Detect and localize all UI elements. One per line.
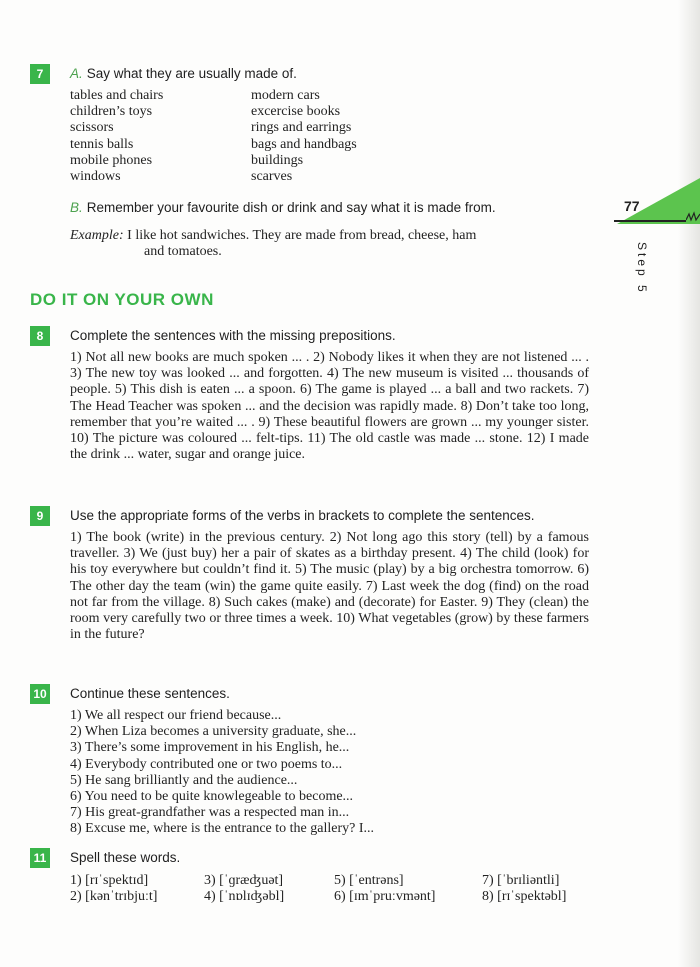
exercise-7b-instruction [70, 200, 496, 215]
step-label-text: Step 5 [635, 242, 649, 295]
page-number: 77 [624, 198, 640, 214]
spell-column-2 [204, 873, 284, 905]
section-heading: DO IT ON YOUR OWN [30, 290, 214, 309]
list-item: 4) Everybody contributed one or two poems to... [70, 756, 343, 772]
exercise-9-badge: 9 [30, 506, 50, 526]
exercise-7-badge: 7 [30, 64, 50, 84]
exercise-9-text: 1) The book (write) in the previous century. 2) Not long ago this story (tell) by a famous traveller. 3) We (just buy) her a pair of skates as a birthday present. 4) The child (look) for his toy everywhere but couldn’t find it. 5) The music (play) by a big orchestra tomorrow. 6) The other day the team (win) the game quite easily. 7) Last week the dog (find) on the road not far from the village. 8) Such cakes (make) and (decorate) for Easter. 9) They (clean) the room very carefully two or three times a week. 10) What vegetables (grow) by these farmers in the future? [70, 530, 589, 643]
exercise-8-badge: 8 [30, 326, 50, 346]
list-item: scissors [70, 120, 114, 136]
list-item: windows [70, 169, 121, 185]
list-item: tennis balls [70, 136, 134, 152]
transcription-item: 6) [ɪmˈpruːvmənt] [334, 889, 436, 905]
spell-column-3 [334, 873, 435, 905]
example-block [70, 228, 589, 260]
transcription-item: 1) [rɪˈspektɪd] [70, 873, 149, 888]
list-item: bags and handbags [251, 136, 357, 152]
side-step-label [630, 238, 670, 298]
exercise-7a-instruction [70, 66, 297, 81]
part-b-label: B. [70, 200, 83, 215]
list-item: excercise books [251, 104, 341, 120]
exercise-10-list [70, 708, 374, 838]
instruction-a-text: Say what they are usually made of. [86, 66, 297, 81]
list-item: children’s toys [70, 104, 153, 120]
example-label: Example: [70, 228, 124, 243]
list-item: 8) Excuse me, where is the entrance to the gallery? I... [70, 821, 374, 837]
exercise-8-instruction: Complete the sentences with the missing prepositions. [70, 328, 396, 343]
exercise-9-instruction: Use the appropriate forms of the verbs in brackets to complete the sentences. [70, 508, 535, 523]
list-item: 5) He sang brilliantly and the audience... [70, 772, 298, 788]
exercise-8-text: 1) Not all new books are much spoken ... . 2) Nobody likes it when they are not listened ... . 3) The new toy was looked ... and forgotten. 4) The new museum is visited ... thousands of people. 5) This dish is eaten ... a spoon. 6) The game is played ... a ball and two rackets. 7) The Head Teacher was spoken ... and the decision was rapidly made. 8) Don’t take too long, remember that you’re waited ... . 9) These beautiful flowers are grown ... my younger sister. 10) The picture was coloured ... felt-tips. 11) The old castle was made ... stone. 12) I made the drink ... water, sugar and orange juice. [70, 350, 589, 463]
transcription-item: 4) [ˈnɒlɪʤəbl] [204, 889, 285, 905]
items-left-column [70, 88, 163, 185]
transcription-item: 7) [ˈbrɪliəntli] [482, 873, 560, 888]
list-item: 1) We all respect our friend because... [70, 708, 282, 723]
spell-column-4 [482, 873, 566, 905]
list-item: 3) There’s some improvement in his English, he... [70, 740, 350, 756]
instruction-b-text: Remember your favourite dish or drink and say what it is made from. [86, 200, 496, 215]
list-item: buildings [251, 152, 304, 168]
example-line-1: I like hot sandwiches. They are made from bread, cheese, ham [127, 228, 477, 243]
transcription-item: 3) [ˈɡræʤuət] [204, 873, 284, 888]
exercise-10-instruction: Continue these sentences. [70, 686, 230, 701]
list-item: tables and chairs [70, 88, 164, 103]
list-item: rings and earrings [251, 120, 352, 136]
items-right-column [251, 88, 357, 185]
list-item: mobile phones [70, 152, 153, 168]
exercise-11-badge: 11 [30, 848, 50, 868]
transcription-item: 2) [kənˈtrɪbjuːt] [70, 889, 158, 905]
exercise-10-badge: 10 [30, 684, 50, 704]
transcription-item: 8) [rɪˈspektəbl] [482, 889, 567, 905]
list-item: 6) You need to be quite knowlegeable to become... [70, 789, 354, 805]
list-item: 2) When Liza becomes a university graduate, she... [70, 724, 357, 740]
spell-column-1 [70, 873, 157, 905]
wavy-line-icon [686, 208, 700, 222]
transcription-item: 5) [ˈentrəns] [334, 873, 404, 888]
page-number-rule [614, 220, 686, 222]
page-edge-shadow [678, 0, 700, 967]
exercise-11-instruction: Spell these words. [70, 850, 181, 865]
example-line-2: and tomatoes. [144, 244, 222, 260]
list-item: 7) His great-grandfather was a respected man in... [70, 805, 350, 821]
part-a-label: A. [70, 66, 83, 81]
list-item: modern cars [251, 88, 320, 103]
list-item: scarves [251, 169, 293, 185]
